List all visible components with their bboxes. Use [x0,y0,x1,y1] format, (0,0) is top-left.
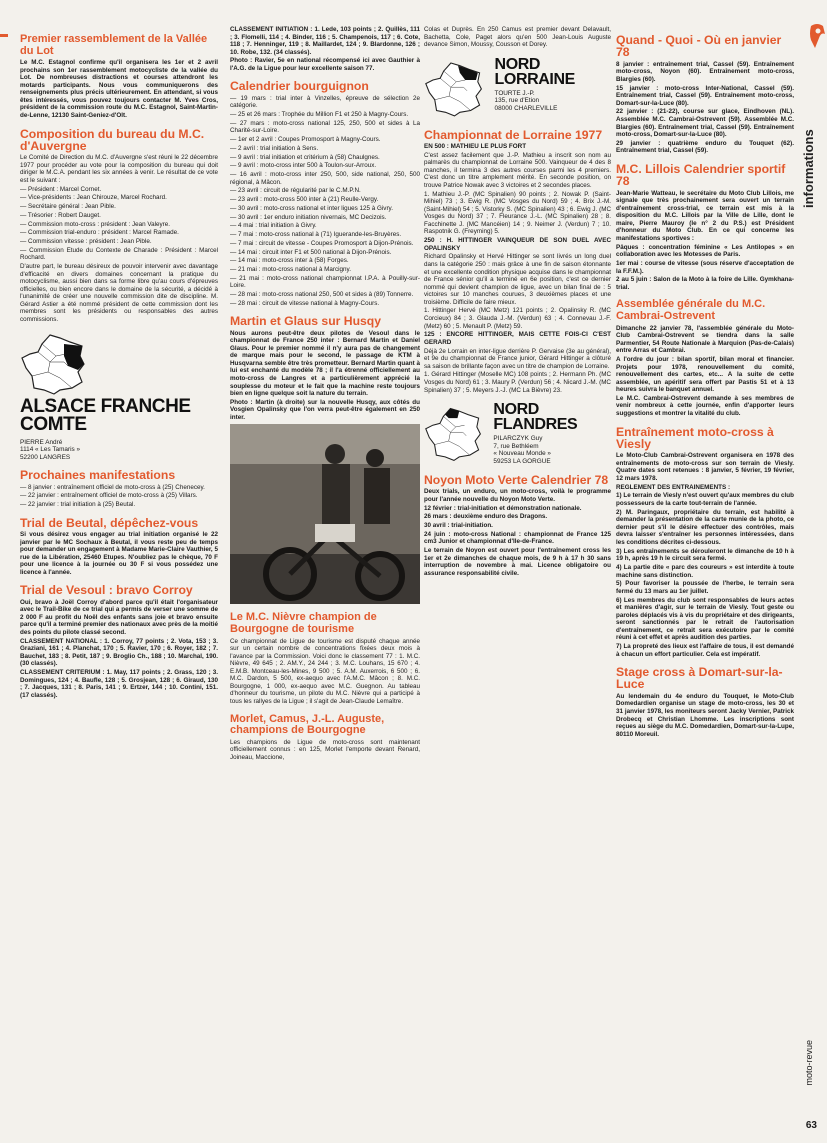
article-paragraph: Le M.C. Cambrai-Ostrevent demande à ses membres de venir nombreux à cette journée, enfin d'apporter leurs suggestions et montrer la vitalité du club. [616,394,794,417]
article-paragraph: Deux trials, un enduro, un moto-cross, voilà le programme pour l'année nouvelle du Noyon Moto Verte. [424,488,611,503]
article-paragraph: 1) Le terrain de Viesly n'est ouvert qu'aux membres du club possesseurs de la carte tout-terrain de l'année. [616,492,794,508]
france-map-icon [424,57,489,121]
article-paragraph: — Commission Etude du Contexte de Charade : Président : Marcel Rochard. [20,246,218,262]
article-paragraph: — 19 mars : trial inter à Vinzelles, épreuve de sélection 2e catégorie. [230,94,420,110]
article-paragraph: — 30 avril : 1er enduro initiation nivernais, MC Decizois. [230,213,387,221]
region-name: NORD FLANDRES [493,401,578,434]
article-paragraph: 12 février : trial-initiation et démonstration nationale. [424,504,582,512]
article-paragraph: 24 juin : moto-cross National : championnat de France 125 cm3 Junior et championnat d'Ile-de-France. [424,530,611,546]
article-paragraph: 22 janvier : (21-22), course sur glace, Eindhoven (NL). Assemblée M.C. Cambrai-Ostrevent (59). Assemblée M.C. Blargies (60). Entraînement trial, Cassel (59). Entraînement moto-cross, Domart-sur-la-Luce (80). [616,108,794,139]
article-paragraph: 30 avril : trial-initiation. [424,522,493,530]
article-paragraph: — 9 avril : trial initiation et critérium à (58) Chaulgnes. [230,153,380,161]
article-heading: Premier rassemblement de la Vallée du Lot [20,33,208,57]
article-paragraph: Pâques : concentration féminine « Les Antilopes » en collaboration avec les Motesses de Paris. [616,243,794,259]
france-map-icon [20,332,92,396]
article-paragraph: — 16 avril : moto-cross inter 250, 500, side national, 250, 500 régional, à Mâcon. [230,171,420,186]
article-paragraph: 6) Les membres du club sont responsables de leurs actes et manières d'agir, sur le terrain de Viesly. Tout geste ou paroles déplacés vis à vis du propriétaire et des dirigeants, seront sanctionnés par le retrait de l'autorisation d'entraînement, ce retrait sera exécutoire par le comité réuni à cet effet et après audition des parties. [616,596,794,642]
article-paragraph: D'autre part, le bureau désireux de pouvoir intervenir avec davantage d'efficacité en divers domaines concernant la pratique du motocyclisme, aussi bien dans sa forme libre qu'au cours d'épreuves officielles, ou bien encore dans le domaine de la sécurité, a décidé à l'unanimité de créer une nouvelle commission dite de discipline. M. Gérard Astier a été nommé président de cette commission dont les membres sont les présidents ou responsables des autres commissions. [20,263,218,323]
article-paragraph: Jean-Marie Watteau, le secrétaire du Moto Club Lillois, me signale que très prochainement sera ouvert un terrain d'entraînement cross-trial, ce terrain est mis à la disposition du M.C. Lillois par la Ville de Lille, dont le maire, Pierre Mauroy (le n° 2 du P.S.) est Président d'honneur du Moto Club. En ce qui concerne les manifestations sportives : [616,189,794,243]
article-paragraph: 250 : H. HITTINGER VAINQUEUR DE SON DUEL AVEC OPALINSKY [424,237,611,252]
article-paragraph: — 14 mai : moto-cross inter à (58) Forges. [230,257,349,265]
column-4 [616,26,794,1136]
article-paragraph: Le M.C. Estagnol confirme qu'il organisera les 1er et 2 avril prochains son 1er rassemblement motocycliste de la vallée du Lot. De nombreuses distractions et courses attendront les motards participants. Nous vous communiquerons des renseignements plus précis ultérieurement. En attendant, si vous êtes intéressés, vous pouvez toujours contacter M. Yves Cros, président de la commission route du M.C. Estagnol, Saint-Martin-de-Lenne, 12130 Saint-Geniez-d'Olt. [20,59,218,120]
article-paragraph: — 21 mai : moto-cross national championnat I.P.A. à Pouilly-sur-Loire. [230,274,420,290]
article-paragraph: Colas et Duprès. En 250 Camus est premier devant Delavault, Bachetta, Cole, Paget alors qu'en 500 Jean-Louis Auguste devance Simon, Moussy, Cousson et Dorey. [424,26,611,49]
article-heading: Prochaines manifestations [20,468,176,483]
article-paragraph: Les champions de Ligue de moto-cross sont maintenant officiellement connus : en 125, Morlet l'emporte devant Renard, Joineau, Maccione, [230,738,420,761]
article-paragraph: — 8 janvier : entraînement officiel de moto-cross à (25) Chenecey. [20,483,205,491]
region-header [20,332,218,462]
article-paragraph: — 30 avril : moto-cross national et inter ligues 125 à Givry. [230,204,393,212]
article-heading: Le M.C. Nièvre champion de Bourgogne de tourisme [230,611,377,636]
article-paragraph: Le Moto-Club Cambrai-Ostrevent organisera en 1978 des entraînements de moto-cross sur son terrain de Viesly. Quatre dates sont retenues : 8 janvier, 5 février, 19 février, 12 mars 1978. [616,452,794,482]
article-paragraph: 1. Hittinger Hervé (MC Metz) 121 points ; 2. Opalinsky R. (MC Corcieux) 84 ; 3. Glauda J.-M. (Verdun) 63 ; 4. Connevau J.-F. (Metz) 60 ; 5. Menault P. (Metz) 59. [424,307,611,330]
article-paragraph: — 2 avril : trial initiation à Sens. [230,144,319,152]
article-paragraph: C'est assez facilement que J.-P. Mathieu a inscrit son nom au palmarès du championnat de Lorraine 500. Vainqueur de 4 des 8 manches, il termina 3 des autres courses parmi les 4 premiers. C'est donc un titre amplement mérité. En seconde position, on trouve Patrice Nowak avec 3 victoires et 2 secondes places. [424,151,611,189]
article-paragraph: — Commission vitesse : président : Jean Pible. [20,238,152,246]
article-paragraph: Dimanche 22 janvier 78, l'assemblée générale du Moto-Club Cambrai-Ostrevent se tiendra dans la salle Parmentier, 54 Route Nationale à Marquion (Pas-de-Calais) entre Arras et Cambrai. [616,324,794,355]
region-header [424,57,611,121]
article-paragraph: 1. Mathieu J.-P. (MC Spinalien) 90 points ; 2. Nowak P. (Saint-Mihiel) 73 ; 3. Ewig R. (MC Vosges du Nord) 59 ; 4. Brix J.-M. (Saint-Mihiel) 54 ; 5. Vistorky S. (MC Spinalien) 43 ; 6. Ewig J. (MC Vosges du Nord) 37 ; 7. Fleurance J.-L. (MC Spinalien) 28 ; 8. Facchinette J. (MC Mancéien) 14 ; 9. Neimer J. (Verdun) 7 ; 10. Raspotnik G. (Freyming) 5. [424,190,611,236]
article-paragraph: — 7 mai : moto-cross national à (71) Iguerande-les-Bruyères. [230,231,402,239]
article-paragraph: 2 au 5 juin : Salon de la Moto à la foire de Lille. Gymkhana-trial. [616,276,794,291]
region-name: ALSACE FRANCHE COMTE [20,395,191,435]
article-paragraph: 26 mars : deuxième enduro des Dragons. [424,513,548,521]
article-paragraph: — 27 mars : moto-cross national 125, 250, 500 et sides à La Charité-sur-Loire. [230,119,420,135]
article-heading: Assemblée générale du M.C. Cambrai-Ostrevent [616,298,766,323]
article-heading: Quand - Quoi - Où en janvier 78 [616,33,782,60]
france-map-icon [424,402,487,466]
article-paragraph: EN 500 : MATHIEU LE PLUS FORT [424,143,527,151]
article-paragraph: — 22 janvier : entraînement officiel de moto-cross à (25) Villars. [20,492,198,500]
article-paragraph: — 1er et 2 avril : Coupes Promosport à Magny-Cours. [230,136,381,144]
article-paragraph: 125 : ENCORE HITTINGER, MAIS CETTE FOIS-CI C'EST GERARD [424,331,611,346]
article-paragraph: — Trésorier : Robert Dauget. [20,211,101,219]
article-heading: Martin et Glaus sur Husqy [230,314,382,329]
article-paragraph: Nous aurons peut-être deux pilotes de Vesoul dans le championnat de France 250 inter : Bernard Martin et Daniel Glaus. Pour le premier nommé il n'y aura pas de changement de marque mais pour le second, le passage de KTM à Husqvarna semble être très prometteur. Bernard Martin quant à lui est enchanté du modèle 78 ; il l'a étrenné officiellement au moto-cross de Langres et a particulièrement apprécié la souplesse du moteur et le fait que la machine reste toujours bien en ligne quelque soit la nature du terrain. [230,329,420,398]
article-paragraph: — 25 et 26 mars : Trophée du Million F1 et 250 à Magny-Cours. [230,111,409,119]
article-paragraph: — 14 mai : circuit inter F1 et 500 national à Dijon-Prénois. [230,248,392,256]
article-paragraph: A l'ordre du jour : bilan sportif, bilan moral et financier. Projets pour 1978, renouvellement du comité, renouvellement des cartes, etc... A la suite de cette assemblée, un apéritif sera offert par Pastis 51 et à 13 heures suivra le banquet annuel. [616,355,794,394]
article-paragraph: Oui, bravo à Joël Corroy d'abord parce qu'il était l'organisateur avec le Trail-Bike de ce trial qui a permis de verser une somme de 2 000 F au profit du Noël des enfants sans joie et bravo ensuite parce qu'il a terminé premier des nationaux avec près de la moitié des points du pilote classé second. [20,598,218,637]
article-paragraph: Ce championnat de Ligue de tourisme est disputé chaque année sur un certain nombre de concentrations fixées deux mois à l'avance par la Commission. Voici donc le classement 77 : 1. M.C. Nièvre, 49 645 ; 2. AM.Y., 24 244 ; 3. M.C. Louhans, 15 670 ; 4. E.M.B. Montceau-les-Mines, 9 500 ; 5. A.M. Auxerrois, 6 500 ; 6. M.C. Dardon, 5 500, ex-aequo avec l'A.M.C. Mâcon ; 8. M.C. Bourgogne, 1 000, ex-aequo avec M.C. Guegnon. Au tableau d'honneur du tourisme, un pilote du M.C. Nièvre qui a participé à tous les rallyes de la Ligue ; il s'agit de Jean-Claude Lemaître. [230,637,420,706]
article-paragraph: — Président : Marcel Cornet. [20,185,102,193]
region-correspondent-address: TOURTE J.-P. 135, rue d'Etion 08000 CHARLEVILLE [494,89,558,112]
article-paragraph: Photo : Ravier, 5e en national récompensé ici avec Gauthier à l'A.G. de la Ligue pour leur excellente saison 77. [230,57,420,72]
article-paragraph: CLASSEMENT INITIATION : 1. Lede, 103 points ; 2. Quillès, 111 ; 3. Flomelli, 114 ; 4. Binder, 116 ; 5. Champenois, 117 ; 6. Cote, 118 ; 7. Henninger, 119 ; 8. Maillardet, 124 ; 9. Blardonne, 126 ; 10. Robe, 132. (34 classés). [230,26,420,56]
article-paragraph: — Commission trial-enduro : président : Marcel Ramade. [20,229,179,237]
article-heading: Stage cross à Domart-sur-la-Luce [616,665,783,692]
article-heading: Trial de Beutal, dépêchez-vous [20,515,199,530]
motocross-photo [230,424,420,604]
article-paragraph: — 28 mai : moto-cross national 250, 500 et sides à (89) Tonnerre. [230,291,414,299]
column-2 [230,26,420,1136]
article-paragraph: Richard Opalinsky et Hervé Hittinger se sont livrés un long duel dans la catégorie 250 : mais grâce à une fin de saison étonnante et une excellente condition physique acquise dans le championnat de France sénior qu'il a terminé en 6e position, c'est ce dernier nommé qui devient champion de ligue, avec un bilan final de : 5 victoires sur 10 manches courues, 3 deuxièmes places et une troisième. Difficile de faire mieux. [424,253,611,306]
article-paragraph: CLASSEMENT CRITERIUM : 1. May, 117 points ; 2. Grass, 120 ; 3. Domingues, 124 ; 4. Baufle, 128 ; 5. Grosjean, 128 ; 6. Giraud, 130 ; 7. Jacques, 131 ; 8. Paris, 141 ; 9. Ertzer, 144 ; 10. Contini, 151. (17 classés). [20,669,218,699]
article-paragraph: 1. Gérard Hittinger (Moselle MC) 108 points ; 2. Hermann Ph. (MC Vosges du Nord) 61 ; 3. Maury P. (Verdun) 56 ; 4. Nicard J.-M. (MC Spinalien) 37 ; 5. Meyers J.-J. (MC La Bièvre) 23. [424,371,611,394]
article-paragraph: — Commission moto-cross : président : Jean Valeyre. [20,220,171,228]
article-paragraph: — 22 janvier : trial initiation à (25) Beutal. [20,501,136,509]
page-number: 63 [805,1120,817,1131]
article-paragraph: Photo : Martin (à droite) sur la nouvelle Husqy, aux côtés du Vosgien Opalinsky que l'on verra peut-être également en 250 inter. [230,398,420,421]
article-paragraph: 3) Les entraînements se dérouleront le dimanche de 10 h à 19 h, après 19 h le circuit sera fermé. [616,547,794,563]
article-paragraph: 29 janvier : quatrième enduro du Touquet (62). Entraînement trial, Cassel (59). [616,139,794,155]
article-paragraph: Si vous désirez vous engager au trial initiation organisé le 22 janvier par le MC Sochaux à Beutal, il vous reste peu de temps pour demander un engagement à Madame Marie-Claire Vauthier, 5 rue de la Libération, 25460 Etupes. N'oubliez pas le chèque, 70 F pour une licence à la journée ou 30 F si vous possédez une licence à l'année. [20,531,218,576]
orange-edge-mark [0,34,8,37]
article-paragraph: — Secrétaire général : Jean Pible. [20,203,116,211]
article-heading: Entraînement moto-cross à Viesly [616,424,774,451]
article-paragraph: REGLEMENT DES ENTRAINEMENTS : [616,483,731,491]
region-correspondent-address: PIERRE André 1114 « Les Tamaris » 52200 LANGRES [20,438,81,461]
magazine-name: moto-revue [804,1040,814,1086]
article-paragraph: — 7 mai : circuit de vitesse - Coupes Promosport à Dijon-Prénois. [230,239,414,247]
corner-logo-icon [807,22,827,50]
article-paragraph: 4) La partie dite « parc des coureurs » est interdite à toute machine sans distinction. [616,563,794,579]
article-paragraph: — 23 avril : moto-cross 500 inter à (21) Reulle-Vergy. [230,196,379,204]
article-paragraph: — 4 mai : trial initiation à Givry. [230,222,317,230]
article-paragraph: 2) M. Paringaux, propriétaire du terrain, est habilité à demander la présentation de la carte munie de la photo, ce dernier peut s'il le désire effectuer des contrôles, mais devra laisser s'entraîner les personnes intéressées, dans les conditions décrites ci-dessous. [616,508,794,546]
article-paragraph: Au lendemain du 4e enduro du Touquet, le Moto-Club Domedardien organise un stage de moto-cross, les 30 et 31 janvier 1978, les moniteurs seront Jacky Vernier, Patrick Drobecq et Christian Lhomme. Les inscriptions sont reçues au siège du M.C. Domedardien, Domart-sur-la-Lupe, 80110 Moreuil. [616,692,794,738]
article-heading: Calendrier bourguignon [230,79,369,94]
article-paragraph: 5) Pour favoriser la poussée de l'herbe, le terrain sera fermé du 13 mars au 1er juillet. [616,580,794,595]
article-paragraph: — Vice-présidents : Jean Chirouze, Marcel Rochard. [20,194,167,202]
article-heading: M.C. Lillois Calendrier sportif 78 [616,161,786,189]
article-heading: Composition du bureau du M.C. d'Auvergne [20,126,205,153]
article-paragraph: — 28 mai : circuit de vitesse national à Magny-Cours. [230,299,380,307]
article-paragraph: — 9 avril : moto-cross inter 500 à Toulon-sur-Arroux. [230,162,377,170]
column-1 [20,26,218,1136]
article-paragraph: CLASSEMENT NATIONAL : 1. Corroy, 77 points ; 2. Vota, 153 ; 3. Graziani, 161 ; 4. Planchat, 170 ; 5. Ravier, 170 ; 6. Royer, 182 ; 7. Bauchet, 183 ; 8. Petit, 187 ; 9. Broglio Ch., 188 ; 10. Marchal, 190. (30 classés). [20,637,218,668]
article-paragraph: — 23 avril : circuit de régularité par le C.M.P.N. [230,187,361,195]
article-heading: Morlet, Camus, J.-L. Auguste, champions de Bourgogne [230,712,385,737]
article-paragraph: Le terrain de Noyon est ouvert pour l'entraînement cross les 1er et 2e dimanches de chaque mois, de 9 h à 17 h 30 sans interruption de novembre à mai. Licence obligatoire ou assurance responsabilité civile. [424,547,611,577]
section-label: informations [801,129,816,208]
article-paragraph: Le Comité de Direction du M.C. d'Auvergne s'est réuni le 22 décembre 1977 pour procéder au vote pour la composition du bureau qui doit diriger le M.C.A. pendant les six années à venir. Le résultat de ce vote est le suivant : [20,154,218,185]
article-heading: Championnat de Lorraine 1977 [424,127,603,142]
region-header [424,402,611,466]
article-paragraph: — 21 mai : moto-cross national à Marcigny. [230,266,351,273]
article-paragraph: 15 janvier : moto-cross Inter-National, Cassel (59). Entraînement trial, Cassel (59). Entraînement moto-cross, Domart-sur-la-Luce (80). [616,84,794,107]
article-paragraph: 1er mai : course de vitesse (sous réserve d'acceptation de la F.F.M.). [616,260,794,275]
region-name: NORD LORRAINE [494,55,575,88]
article-paragraph: 7) La propreté des lieux est l'affaire de tous, il est demandé à chacun un effort particulier. Cela est impératif. [616,642,794,658]
region-correspondent-address: PILARCZYK Guy 7, rue Bethléem « Nouveau Monde » 59253 LA GORGUE [493,435,551,465]
article-heading: Trial de Vesoul : bravo Corroy [20,583,193,598]
article-paragraph: Déjà 2e Lorrain en inter-ligue derrière P. Gervaise (3e au général), et 9e du championnat de France junior, Gérard Hittinger a clôturé sa saison de brillante façon avec un titre de champion de Lorraine. [424,347,611,370]
column-3 [424,26,611,1136]
article-paragraph: 8 janvier : entraînement trial, Cassel (59). Entraînement moto-cross, Noyon (60). Entraînement moto-cross, Blargies (60). [616,60,794,83]
article-heading: Noyon Moto Verte Calendrier 78 [424,473,609,488]
